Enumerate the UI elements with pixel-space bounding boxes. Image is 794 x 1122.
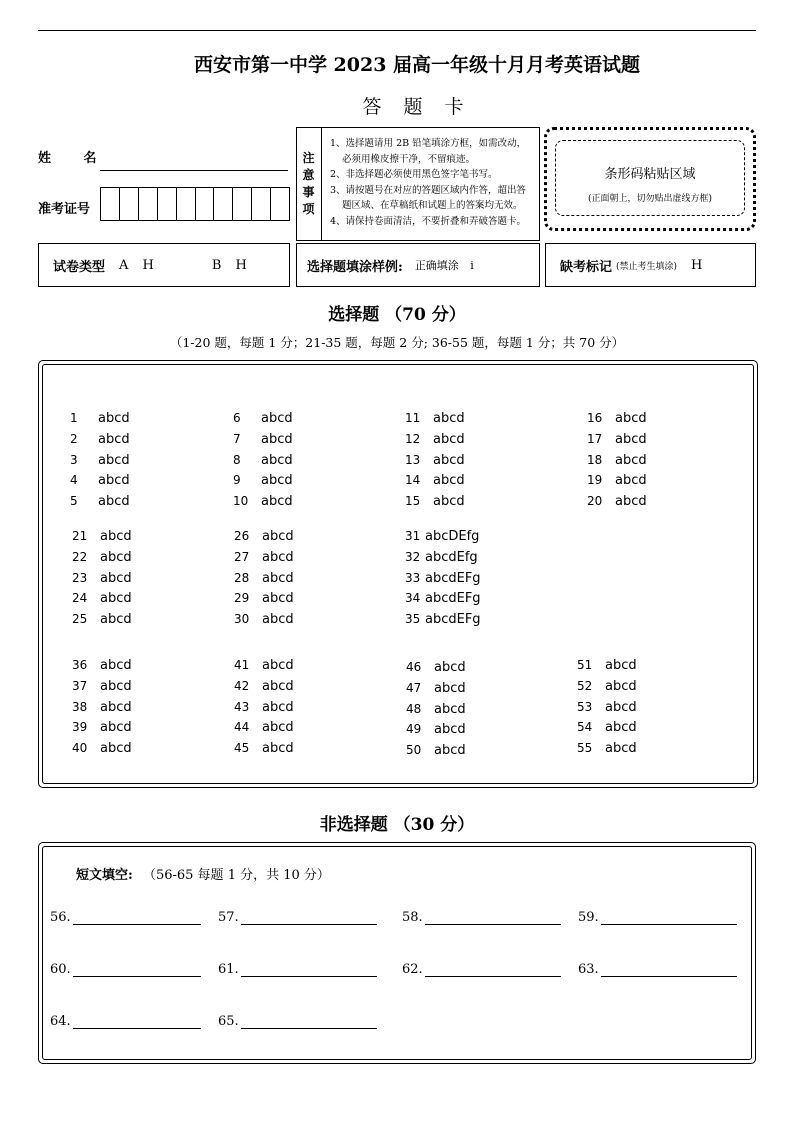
- question-18[interactable]: [587, 453, 647, 468]
- option-bubbles[interactable]: abcd: [605, 678, 637, 694]
- option-bubbles[interactable]: abcd: [261, 452, 293, 468]
- option-bubbles[interactable]: abcd: [98, 431, 130, 447]
- question-33[interactable]: [405, 571, 481, 586]
- question-55[interactable]: [577, 741, 637, 756]
- question-44[interactable]: [234, 720, 294, 735]
- option-bubbles[interactable]: abcd: [100, 658, 132, 673]
- option-bubbles[interactable]: abcdEFg: [425, 591, 481, 607]
- notes-text: [330, 136, 536, 229]
- cloze-heading: [76, 864, 330, 883]
- option-bubbles[interactable]: abcd: [433, 452, 465, 468]
- barcode-hint: (正面朝上，切勿贴出虚线方框): [587, 194, 713, 204]
- option-bubbles[interactable]: abcd: [434, 680, 466, 696]
- question-number: 22: [72, 549, 88, 564]
- blank-number: 63.: [578, 962, 599, 977]
- question-30[interactable]: [234, 612, 294, 627]
- exam-id-label: 准考证号: [38, 202, 91, 217]
- option-bubbles[interactable]: abcd: [262, 612, 294, 628]
- option-bubbles[interactable]: abcd: [615, 473, 647, 489]
- question-36[interactable]: [72, 658, 132, 673]
- question-number: 41: [234, 658, 250, 672]
- question-7[interactable]: [233, 432, 293, 447]
- question-39[interactable]: [72, 720, 132, 735]
- question-number: 1: [70, 411, 78, 425]
- question-number: 15: [405, 494, 421, 509]
- question-38[interactable]: [72, 700, 132, 715]
- question-47[interactable]: [406, 681, 466, 696]
- answer-line[interactable]: [241, 1014, 377, 1029]
- question-number: 19: [587, 473, 603, 488]
- option-bubbles[interactable]: abcd: [262, 678, 294, 694]
- notes-heading: [296, 127, 322, 241]
- name-field[interactable]: [100, 170, 288, 171]
- option-bubbles[interactable]: abcd: [262, 591, 294, 607]
- note-line: 1、选择题请用 2B 铅笔填涂方框，如需改动，: [330, 138, 527, 149]
- question-number: 24: [72, 591, 88, 606]
- question-number: 7: [233, 431, 241, 446]
- note-line: 3、请按题号在对应的答题区域内作答，超出答: [330, 184, 527, 196]
- blank-number: 58.: [402, 910, 423, 925]
- blank-number: 64.: [50, 1014, 71, 1029]
- answer-line[interactable]: [73, 910, 201, 925]
- answer-line[interactable]: [425, 962, 561, 977]
- question-number: 18: [587, 452, 603, 467]
- blank-63[interactable]: [578, 962, 737, 977]
- question-number: 36: [72, 658, 88, 672]
- question-42[interactable]: [234, 679, 294, 694]
- question-number: 29: [234, 591, 250, 606]
- option-bubbles[interactable]: abcd: [262, 529, 294, 544]
- question-50[interactable]: [406, 743, 466, 758]
- blank-56[interactable]: [50, 910, 201, 925]
- id-digit-box[interactable]: [252, 188, 271, 220]
- id-digit-box[interactable]: [271, 188, 289, 220]
- option-bubbles[interactable]: abcd: [262, 658, 294, 673]
- exam-id-boxes[interactable]: [100, 187, 290, 221]
- question-9[interactable]: [233, 473, 293, 488]
- option-bubbles[interactable]: abcd: [615, 452, 647, 468]
- question-number: 32: [405, 549, 421, 564]
- question-number: 44: [234, 720, 250, 735]
- question-13[interactable]: [405, 453, 465, 468]
- question-number: 10: [233, 494, 249, 509]
- answer-line[interactable]: [73, 962, 201, 977]
- choice-section-subtitle: （1-20 题，每题 1 分；21-35 题，每题 2 分; 36-55 题，每题 1 分；共 70 分）: [169, 335, 625, 350]
- option-bubbles[interactable]: abcd: [98, 473, 130, 489]
- absent-mark-box: [545, 243, 756, 287]
- note-line: 4、请保持卷面清洁，不要折叠和弄破答题卡。: [330, 215, 527, 227]
- blank-59[interactable]: [578, 910, 737, 925]
- question-number: 51: [577, 658, 593, 672]
- question-number: 48: [406, 701, 422, 716]
- notes-heading-char: 意: [302, 168, 315, 182]
- option-bubbles[interactable]: abcd: [98, 452, 130, 468]
- question-14[interactable]: [405, 473, 465, 488]
- question-26[interactable]: [234, 529, 294, 544]
- question-24[interactable]: [72, 591, 132, 606]
- question-number: 31: [405, 529, 421, 543]
- question-number: 34: [405, 591, 421, 606]
- blank-number: 61.: [218, 962, 239, 977]
- question-number: 4: [70, 473, 78, 488]
- question-28[interactable]: [234, 571, 294, 586]
- question-number: 9: [233, 473, 241, 488]
- question-number: 38: [72, 699, 88, 714]
- fill-sample-value: 正确填涂 i: [414, 259, 474, 272]
- question-45[interactable]: [234, 741, 294, 756]
- barcode-label: 条形码粘贴区域: [604, 167, 696, 182]
- fill-sample-box: [296, 243, 540, 287]
- question-27[interactable]: [234, 550, 294, 565]
- question-41[interactable]: [234, 658, 294, 673]
- question-16[interactable]: [587, 411, 647, 426]
- option-bubbles[interactable]: abcd: [262, 720, 294, 736]
- question-number: 23: [72, 570, 88, 585]
- question-number: 6: [233, 411, 241, 425]
- option-bubbles[interactable]: abcdEfg: [425, 549, 478, 565]
- blank-number: 60.: [50, 962, 71, 977]
- question-43[interactable]: [234, 700, 294, 715]
- question-53[interactable]: [577, 700, 637, 715]
- question-number: 49: [406, 722, 422, 737]
- question-number: 21: [72, 529, 88, 543]
- answer-line[interactable]: [73, 1014, 201, 1029]
- choice-section-title: 选择题 （70 分）: [328, 305, 466, 325]
- option-bubbles[interactable]: abcd: [433, 411, 465, 426]
- option-bubbles[interactable]: abcdEFg: [425, 612, 481, 628]
- question-6[interactable]: [233, 411, 293, 426]
- blank-62[interactable]: [402, 962, 561, 977]
- blank-65[interactable]: [218, 1014, 377, 1029]
- option-bubbles[interactable]: abcd: [605, 720, 637, 736]
- question-number: 47: [406, 680, 422, 695]
- blank-number: 65.: [218, 1014, 239, 1029]
- question-number: 40: [72, 741, 88, 756]
- question-34[interactable]: [405, 591, 481, 606]
- question-number: 43: [234, 699, 250, 714]
- option-bubbles[interactable]: abcd: [433, 473, 465, 489]
- answer-line[interactable]: [601, 910, 737, 925]
- option-bubbles[interactable]: abcd: [434, 660, 466, 675]
- id-digit-box[interactable]: [177, 188, 196, 220]
- id-digit-box[interactable]: [101, 188, 120, 220]
- question-54[interactable]: [577, 720, 637, 735]
- id-digit-box[interactable]: [139, 188, 158, 220]
- question-number: 26: [234, 529, 250, 543]
- question-number: 3: [70, 452, 78, 467]
- option-bubbles[interactable]: abcd: [615, 411, 647, 426]
- question-35[interactable]: [405, 612, 481, 627]
- name-label: 姓 名: [38, 151, 111, 166]
- question-number: 46: [406, 660, 422, 674]
- question-number: 30: [234, 612, 250, 627]
- question-4[interactable]: [70, 473, 130, 488]
- note-line: 2、非选择题必须使用黑色签字笔书写。: [330, 169, 498, 180]
- answer-card-title: 答 题 卡: [362, 96, 472, 118]
- question-number: 53: [577, 699, 593, 714]
- note-line: 题区域、在草稿纸和试题上的答案均无效。: [342, 200, 523, 211]
- question-48[interactable]: [406, 702, 466, 717]
- notes-heading-char: 注: [302, 151, 315, 165]
- question-number: 39: [72, 720, 88, 735]
- absent-mark-box-h[interactable]: H: [691, 257, 703, 273]
- question-1[interactable]: [70, 411, 130, 426]
- option-bubbles[interactable]: abcd: [433, 431, 465, 447]
- blank-number: 56.: [50, 910, 71, 925]
- option-bubbles[interactable]: abcd: [98, 411, 130, 426]
- question-19[interactable]: [587, 473, 647, 488]
- question-3[interactable]: [70, 453, 130, 468]
- question-number: 20: [587, 494, 603, 509]
- question-number: 12: [405, 431, 421, 446]
- question-12[interactable]: [405, 432, 465, 447]
- option-bubbles[interactable]: abcd: [261, 494, 293, 510]
- option-bubbles[interactable]: abcd: [100, 591, 132, 607]
- question-number: 37: [72, 678, 88, 693]
- exam-title: 西安市第一中学 2023 届高一年级十月月考英语试题: [193, 54, 641, 76]
- id-digit-box[interactable]: [233, 188, 252, 220]
- question-52[interactable]: [577, 679, 637, 694]
- paper-type-box: [38, 243, 290, 287]
- absent-mark-label: 缺考标记: [560, 259, 613, 275]
- question-number: 2: [70, 431, 78, 446]
- option-bubbles[interactable]: abcd: [100, 612, 132, 628]
- option-bubbles[interactable]: abcd: [262, 741, 294, 757]
- option-bubbles[interactable]: abcd: [615, 494, 647, 510]
- question-number: 8: [233, 452, 241, 467]
- option-bubbles[interactable]: abcd: [605, 699, 637, 715]
- question-31[interactable]: [405, 529, 479, 544]
- blank-61[interactable]: [218, 962, 377, 977]
- option-bubbles[interactable]: abcd: [100, 741, 132, 757]
- question-number: 27: [234, 549, 250, 564]
- option-bubbles[interactable]: abcd: [605, 658, 637, 673]
- blank-58[interactable]: [402, 910, 561, 925]
- option-bubbles[interactable]: abcd: [100, 699, 132, 715]
- fill-sample-label: 选择题填涂样例:: [307, 259, 403, 275]
- question-10[interactable]: [233, 494, 293, 509]
- blank-60[interactable]: [50, 962, 201, 977]
- option-bubbles[interactable]: abcd: [262, 570, 294, 586]
- question-5[interactable]: [70, 494, 130, 509]
- option-bubbles[interactable]: abcDEfg: [425, 529, 480, 544]
- question-number: 52: [577, 678, 593, 693]
- id-digit-box[interactable]: [120, 188, 139, 220]
- top-rule: [38, 30, 756, 31]
- option-bubbles[interactable]: abcd: [100, 549, 132, 565]
- answer-line[interactable]: [601, 962, 737, 977]
- question-51[interactable]: [577, 658, 637, 673]
- option-bubbles[interactable]: abcd: [434, 701, 466, 717]
- option-bubbles[interactable]: abcd: [434, 743, 466, 759]
- question-2[interactable]: [70, 432, 130, 447]
- barcode-area: [555, 140, 745, 216]
- option-bubbles[interactable]: abcd: [100, 570, 132, 586]
- question-number: 50: [406, 743, 422, 758]
- blank-number: 62.: [402, 962, 423, 977]
- answer-line[interactable]: [241, 962, 377, 977]
- notes-heading-char: 项: [302, 202, 315, 216]
- question-number: 13: [405, 452, 421, 467]
- question-40[interactable]: [72, 741, 132, 756]
- question-11[interactable]: [405, 411, 465, 426]
- blank-57[interactable]: [218, 910, 377, 925]
- option-bubbles[interactable]: abcd: [100, 678, 132, 694]
- question-22[interactable]: [72, 550, 132, 565]
- notes-heading-char: 事: [302, 185, 315, 199]
- option-bubbles[interactable]: abcd: [100, 529, 132, 544]
- question-number: 45: [234, 741, 250, 756]
- option-bubbles[interactable]: abcd: [262, 549, 294, 565]
- answer-line[interactable]: [241, 910, 377, 925]
- question-37[interactable]: [72, 679, 132, 694]
- question-46[interactable]: [406, 660, 466, 675]
- question-49[interactable]: [406, 722, 466, 737]
- id-digit-box[interactable]: [196, 188, 215, 220]
- question-number: 54: [577, 720, 593, 735]
- option-bubbles[interactable]: abcd: [605, 741, 637, 757]
- question-number: 5: [70, 494, 78, 509]
- choice-answer-area: [42, 364, 754, 784]
- blank-64[interactable]: [50, 1014, 201, 1029]
- question-number: 16: [587, 411, 603, 425]
- option-bubbles[interactable]: abcd: [98, 494, 130, 510]
- id-digit-box[interactable]: [214, 188, 233, 220]
- option-bubbles[interactable]: abcd: [261, 473, 293, 489]
- question-number: 14: [405, 473, 421, 488]
- question-number: 25: [72, 612, 88, 627]
- question-15[interactable]: [405, 494, 465, 509]
- cloze-note: （56-65 每题 1 分，共 10 分）: [142, 868, 330, 883]
- question-25[interactable]: [72, 612, 132, 627]
- question-number: 55: [577, 741, 593, 756]
- question-17[interactable]: [587, 432, 647, 447]
- question-20[interactable]: [587, 494, 647, 509]
- question-number: 11: [405, 411, 421, 425]
- option-bubbles[interactable]: abcd: [615, 431, 647, 447]
- question-8[interactable]: [233, 453, 293, 468]
- option-bubbles[interactable]: abcd: [261, 431, 293, 447]
- blank-number: 59.: [578, 910, 599, 925]
- paper-type-label: 试卷类型: [53, 259, 106, 275]
- nonchoice-section-title: 非选择题 （30 分）: [319, 815, 475, 835]
- answer-line[interactable]: [425, 910, 561, 925]
- option-bubbles[interactable]: abcd: [100, 720, 132, 736]
- note-line: 必须用橡皮擦干净，不留痕迹。: [342, 153, 476, 165]
- question-32[interactable]: [405, 550, 478, 565]
- cloze-label: 短文填空:: [76, 868, 133, 883]
- question-23[interactable]: [72, 571, 132, 586]
- option-bubbles[interactable]: abcdEFg: [425, 570, 481, 586]
- question-number: 33: [405, 570, 421, 585]
- question-29[interactable]: [234, 591, 294, 606]
- blank-number: 57.: [218, 910, 239, 925]
- question-number: 17: [587, 431, 603, 446]
- question-number: 42: [234, 678, 250, 693]
- option-bubbles[interactable]: abcd: [434, 722, 466, 738]
- paper-type-b[interactable]: B H: [211, 257, 247, 273]
- option-bubbles[interactable]: abcd: [262, 699, 294, 715]
- option-bubbles[interactable]: abcd: [261, 411, 293, 426]
- paper-type-a[interactable]: A H: [119, 257, 154, 273]
- absent-mark-hint: (禁止考生填涂): [616, 261, 678, 272]
- option-bubbles[interactable]: abcd: [433, 494, 465, 510]
- question-21[interactable]: [72, 529, 132, 544]
- question-number: 35: [405, 612, 421, 627]
- id-digit-box[interactable]: [158, 188, 177, 220]
- question-number: 28: [234, 570, 250, 585]
